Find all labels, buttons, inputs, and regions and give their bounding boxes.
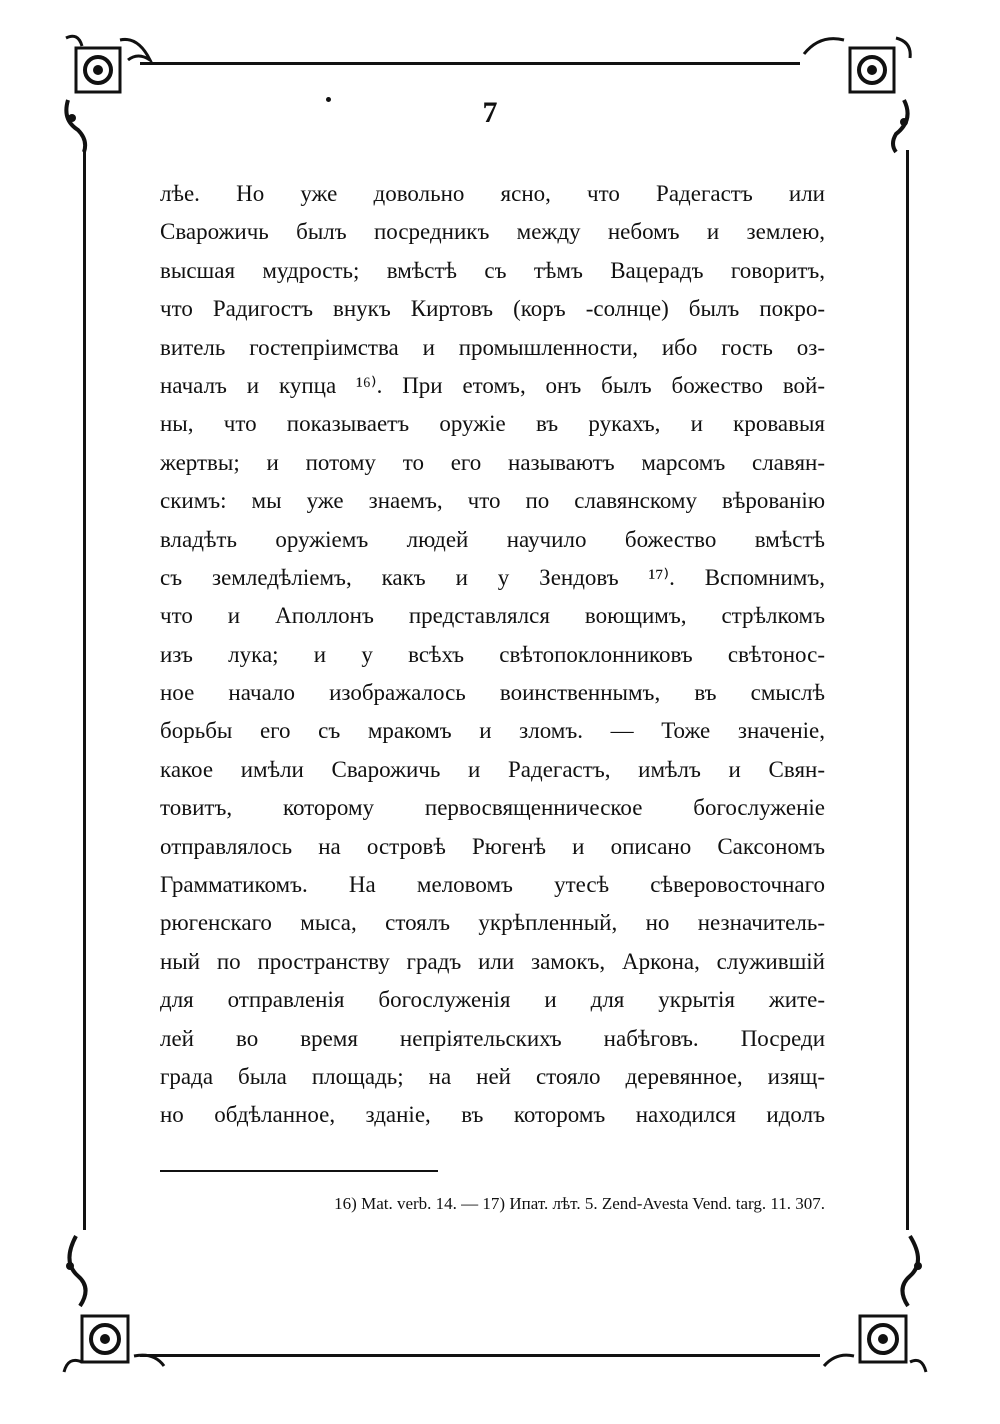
frame-bottom-line <box>140 1354 820 1357</box>
text-line: высшая мудрость; вмѣстѣ съ тѣмъ Вацерадъ говоритъ, <box>160 257 825 283</box>
text-line: жертвы; и потому то его называютъ марсомъ славян- <box>160 449 825 475</box>
text-line: Грамматикомъ. На меловомъ утесѣ сѣверовосточнаго <box>160 872 825 898</box>
text-line: борьбы его съ мракомъ и зломъ. — Тоже значеніе, <box>160 718 825 744</box>
text-line: съ земледѣліемъ, какъ и у Зендовъ ¹⁷⁾. Вспомнимъ, <box>160 564 825 590</box>
text-line: какое имѣли Сварожичь и Радегастъ, имѣлъ и Свян- <box>160 756 825 782</box>
page-number: 7 <box>482 96 498 129</box>
corner-ornament-bottom-right-icon <box>822 1232 932 1382</box>
text-line: скимъ: мы уже знаемъ, что по славянскому вѣрованію <box>160 488 825 514</box>
text-line: для отправленія богослуженія и для укрытія жите- <box>160 987 825 1013</box>
frame-right-line <box>906 150 909 1230</box>
text-line: ное начало изображалось воинственнымъ, въ смыслѣ <box>160 680 825 706</box>
text-line: града была площадь; на ней стояло деревянное, изящ- <box>160 1063 825 1089</box>
text-line: ный по пространству градъ или замокъ, Аркона, служившій <box>160 948 825 974</box>
body-text <box>160 175 825 1135</box>
text-line: лей во время непріятельскихъ набѣговъ. Посреди <box>160 1025 825 1051</box>
text-line: ны, что показываетъ оружіе въ рукахъ, и кровавыя <box>160 411 825 437</box>
corner-ornament-top-right-icon <box>800 30 920 155</box>
text-line: лѣе. Но уже довольно ясно, что Радегастъ или <box>160 181 825 206</box>
text-line: Сварожичь былъ посредникъ между небомъ и землею, <box>160 219 825 245</box>
text-line: что Радигостъ внукъ Киртовъ (коръ -солнце) былъ покро- <box>160 296 825 322</box>
text-line: владѣть оружіемъ людей научило божество вмѣстѣ <box>160 526 825 552</box>
frame-left-line <box>83 150 86 1230</box>
corner-ornament-top-left-icon <box>58 30 158 155</box>
text-line: началъ и купца ¹⁶⁾. При етомъ, онъ былъ божество вой- <box>160 372 825 398</box>
text-line: рюгенскаго мыса, стоялъ укрѣпленный, но незначитель- <box>160 910 825 936</box>
footnote-divider <box>160 1170 438 1172</box>
text-line: изъ лука; и у всѣхъ свѣтопоклонниковъ свѣтонос- <box>160 641 825 667</box>
text-line: но обдѣланное, зданіе, въ которомъ находился идолъ <box>160 1102 825 1128</box>
text-line: отправлялось на островѣ Рюгенѣ и описано Саксономъ <box>160 833 825 859</box>
text-line: товитъ, которому первосвященническое богослуженіе <box>160 795 825 821</box>
corner-ornament-bottom-left-icon <box>58 1232 168 1382</box>
frame-top-line <box>140 62 800 65</box>
text-line: что и Аполлонъ представлялся воющимъ, стрѣлкомъ <box>160 603 825 629</box>
footnotes: 16) Mat. verb. 14. — 17) Ипат. лѣт. 5. Zend-Avesta Vend. targ. 11. 307. <box>334 1194 825 1213</box>
text-line: витель гостепріимства и промышленности, ибо гость оз- <box>160 334 825 360</box>
